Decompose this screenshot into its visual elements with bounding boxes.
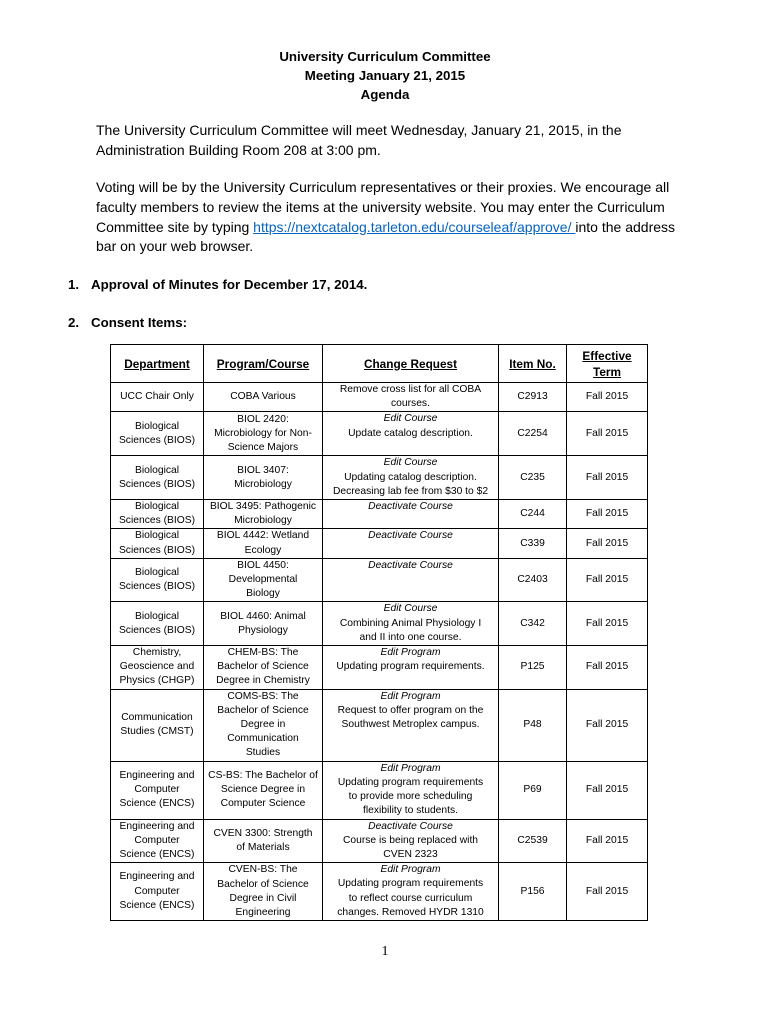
effective-term-cell: Fall 2015 [567,529,648,558]
table-row [111,500,648,529]
department-line: Sciences (BIOS) [118,544,196,556]
voting-line-with-link [96,218,675,238]
table-row [111,819,648,863]
program-course-line: COMS-BS: The [227,690,299,702]
change-detail-line: flexibility to students. [362,805,458,817]
header-change-request [323,345,499,383]
department-line: Biological [134,464,180,476]
change-detail-line: CVEN 2323 [383,849,438,861]
department-line: Engineering and [119,820,195,832]
program-course-cell [204,558,323,602]
department-line: Science (ENCS) [119,849,195,861]
department-cell [111,456,204,500]
department-cell [111,646,204,690]
program-course-line: CS-BS: The Bachelor of [208,769,318,781]
program-course-cell [204,646,323,690]
header-effective-term [567,345,648,383]
intro-line: Administration Building Room 208 at 3:00 pm. [96,141,381,158]
change-request-cell [323,412,499,456]
voting-line: bar on your web browser. [96,238,254,255]
effective-term-cell: Fall 2015 [567,456,648,500]
program-course-line: Studies [245,747,281,759]
change-detail-line: Request to offer program on the [337,704,484,716]
header-program-course-label: Program/Course [216,356,310,371]
header-item-no-label: Item No. [509,356,556,371]
item-no-cell: C235 [499,456,567,500]
department-line: Biological [134,530,180,542]
item-no-cell: P69 [499,761,567,819]
agenda-item-number: 1. [68,277,80,292]
change-detail-line: Remove cross list for all COBA [339,384,482,395]
program-course-line: Biology [246,588,280,600]
change-detail-line: courses. [391,398,430,410]
voting-line: Voting will be by the University Curriculum representatives or their proxies. We encourage all [96,179,670,195]
program-course-line: Science Degree in [220,784,306,796]
change-request-cell [323,863,499,921]
effective-term-cell: Fall 2015 [567,863,648,921]
change-action: Deactivate Course [368,559,453,571]
change-detail-line: changes. Removed HYDR 1310 [337,906,484,918]
department-line: Engineering and [119,871,195,883]
program-course-line: Bachelor of Science [217,661,309,673]
page-number: 1 [381,944,389,959]
change-request-cell [323,456,499,500]
program-course-line: Ecology [244,544,282,556]
agenda-title: Agenda [360,87,410,102]
table-row [111,529,648,558]
change-request-cell [323,529,499,558]
change-action: Edit Program [380,864,441,876]
change-detail-line: Update catalog description. [348,427,473,439]
agenda-item-number: 2. [68,315,80,330]
program-course-cell [204,689,323,761]
change-action: Edit Program [380,647,441,659]
table-body [111,383,648,921]
table-row [111,456,648,500]
change-action: Edit Course [383,413,438,425]
table-row [111,646,648,690]
program-course-line: Degree in [240,719,286,731]
program-course-line: CVEN-BS: The [228,864,298,876]
item-no-cell: P48 [499,689,567,761]
program-course-cell [204,383,323,412]
item-no-cell: C2913 [499,383,567,412]
department-line: Geoscience and [119,661,195,673]
intro-paragraph [96,121,621,161]
effective-term-cell: Fall 2015 [567,602,648,646]
program-course-cell [204,819,323,863]
voting-line: faculty members to review the items at the university website. You may enter the Curriculum [96,198,665,215]
department-line: Biological [134,501,180,513]
item-no-cell: C342 [499,602,567,646]
table-row [111,689,648,761]
program-course-cell [204,863,323,921]
change-detail-line: and II into one course. [359,631,462,643]
department-cell [111,383,204,412]
effective-term-cell: Fall 2015 [567,819,648,863]
change-detail-line: Updating program requirements [337,878,484,890]
curriculum-site-link[interactable]: https://nextcatalog.tarleton.edu/courseleaf/approve/ [253,218,576,235]
effective-term-cell: Fall 2015 [567,412,648,456]
item-no-cell: P125 [499,646,567,690]
program-course-line: Engineering [235,906,291,918]
change-action: Deactivate Course [368,530,453,542]
department-line: Physics (CHGP) [119,675,195,687]
header-change-request-label: Change Request [363,356,458,371]
change-detail-line: Southwest Metroplex campus. [341,719,480,731]
program-course-line: Degree in Civil [229,892,297,904]
item-no-cell: C2254 [499,412,567,456]
change-detail-line: Updating catalog description. [344,471,477,483]
change-request-cell [323,646,499,690]
change-request-cell [323,689,499,761]
table-row [111,383,648,412]
change-request-cell [323,558,499,602]
program-course-cell [204,761,323,819]
effective-term-cell: Fall 2015 [567,383,648,412]
change-detail-line: Course is being replaced with [342,834,479,846]
department-cell [111,863,204,921]
program-course-line: Computer Science [220,798,306,810]
change-request-cell [323,761,499,819]
effective-term-cell: Fall 2015 [567,761,648,819]
meeting-date-title: Meeting January 21, 2015 [304,68,466,83]
department-line: Sciences (BIOS) [118,478,196,490]
program-course-line: Developmental [228,574,298,586]
voting-text-before-link: Committee site by typing [96,218,254,235]
department-line: Biological [134,610,180,622]
program-course-line: of Materials [236,841,290,853]
program-course-line: Microbiology [234,478,292,490]
program-course-line: Microbiology [234,515,292,527]
program-course-cell [204,602,323,646]
department-line: Communication [121,711,193,723]
header-effective-term-line: Term [593,364,621,379]
department-line: Sciences (BIOS) [118,581,196,593]
program-course-cell [204,500,323,529]
program-course-line: CHEM-BS: The [227,647,299,659]
table-row [111,558,648,602]
program-course-line: Science Majors [227,442,299,453]
change-request-cell [323,602,499,646]
agenda-item-approval-of-minutes [68,275,367,295]
department-line: Sciences (BIOS) [118,624,196,636]
change-action: Edit Program [380,690,441,702]
table-header [111,345,648,383]
department-line: Computer [134,784,180,796]
item-no-cell: P156 [499,863,567,921]
program-course-line: CVEN 3300: Strength [213,827,313,839]
department-line: Studies (CMST) [120,726,194,738]
program-course-line: Bachelor of Science [217,878,309,890]
item-no-cell: C2403 [499,558,567,602]
department-cell [111,819,204,863]
department-line: Biological [134,566,180,578]
department-cell [111,558,204,602]
item-no-cell: C2539 [499,819,567,863]
department-line: Science (ENCS) [119,899,195,911]
department-line: Biological [134,420,180,432]
effective-term-cell: Fall 2015 [567,689,648,761]
program-course-line: BIOL 2420: [237,413,289,425]
department-line: Sciences (BIOS) [118,515,196,527]
change-request-cell [323,383,499,412]
department-line: Engineering and [119,769,195,781]
department-line: Chemistry, [132,647,182,659]
program-course-line: BIOL 3407: [237,464,289,476]
document-title-block [0,47,770,104]
department-line: UCC Chair Only [120,391,194,403]
change-detail-line: to provide more scheduling [348,791,473,803]
change-action: Edit Program [380,762,441,774]
header-program-course [204,345,323,383]
effective-term-cell: Fall 2015 [567,500,648,529]
change-detail-line: Combining Animal Physiology I [339,617,482,629]
committee-title: University Curriculum Committee [279,49,491,64]
program-course-cell [204,456,323,500]
department-line: Computer [134,834,180,846]
header-department [111,345,204,383]
program-course-line: Degree in Chemistry [216,675,310,687]
table-row [111,602,648,646]
program-course-line: Physiology [238,624,288,636]
program-course-line: COBA Various [230,391,296,403]
change-request-cell [323,819,499,863]
program-course-line: BIOL 3495: Pathogenic [209,501,317,513]
department-line: Computer [134,885,180,897]
voting-text-after-link: into the address [575,218,676,235]
department-cell [111,689,204,761]
department-line: Sciences (BIOS) [118,434,196,446]
program-course-line: BIOL 4460: Animal [220,610,306,622]
header-item-no [499,345,567,383]
program-course-cell [204,529,323,558]
table-row [111,761,648,819]
program-course-line: BIOL 4442: Wetland [216,530,310,542]
agenda-item-text: Approval of Minutes for December 17, 2014. [91,277,368,292]
header-department-label: Department [124,356,190,371]
department-cell [111,529,204,558]
table-row [111,863,648,921]
change-detail-line: Updating program requirements [337,776,484,788]
change-action: Edit Course [383,603,438,615]
table-header-row [111,345,648,383]
department-cell [111,412,204,456]
change-detail-line: to reflect course curriculum [348,892,473,904]
table-row [111,412,648,456]
department-cell [111,500,204,529]
change-detail-line: Decreasing lab fee from $30 to $2 [332,485,489,497]
program-course-line: Communication [227,733,299,745]
department-line: Science (ENCS) [119,798,195,810]
change-action: Deactivate Course [368,820,453,832]
change-detail-line: Updating program requirements. [336,661,485,673]
effective-term-cell: Fall 2015 [567,558,648,602]
program-course-line: BIOL 4450: [237,559,289,571]
program-course-line: Microbiology for Non- [214,427,312,439]
change-action: Edit Course [383,457,438,469]
item-no-cell: C339 [499,529,567,558]
consent-items-table [110,344,648,921]
change-request-cell [323,500,499,529]
agenda-item-text: Consent Items: [91,315,188,330]
agenda-item-consent-items [68,313,187,333]
voting-paragraph [96,178,675,257]
department-cell [111,761,204,819]
change-action: Deactivate Course [368,501,453,513]
header-effective-term-line: Effective [582,348,632,363]
department-cell [111,602,204,646]
program-course-line: Bachelor of Science [217,704,309,716]
effective-term-cell: Fall 2015 [567,646,648,690]
item-no-cell: C244 [499,500,567,529]
program-course-cell [204,412,323,456]
intro-line: The University Curriculum Committee will meet Wednesday, January 21, 2015, in the [96,122,622,138]
